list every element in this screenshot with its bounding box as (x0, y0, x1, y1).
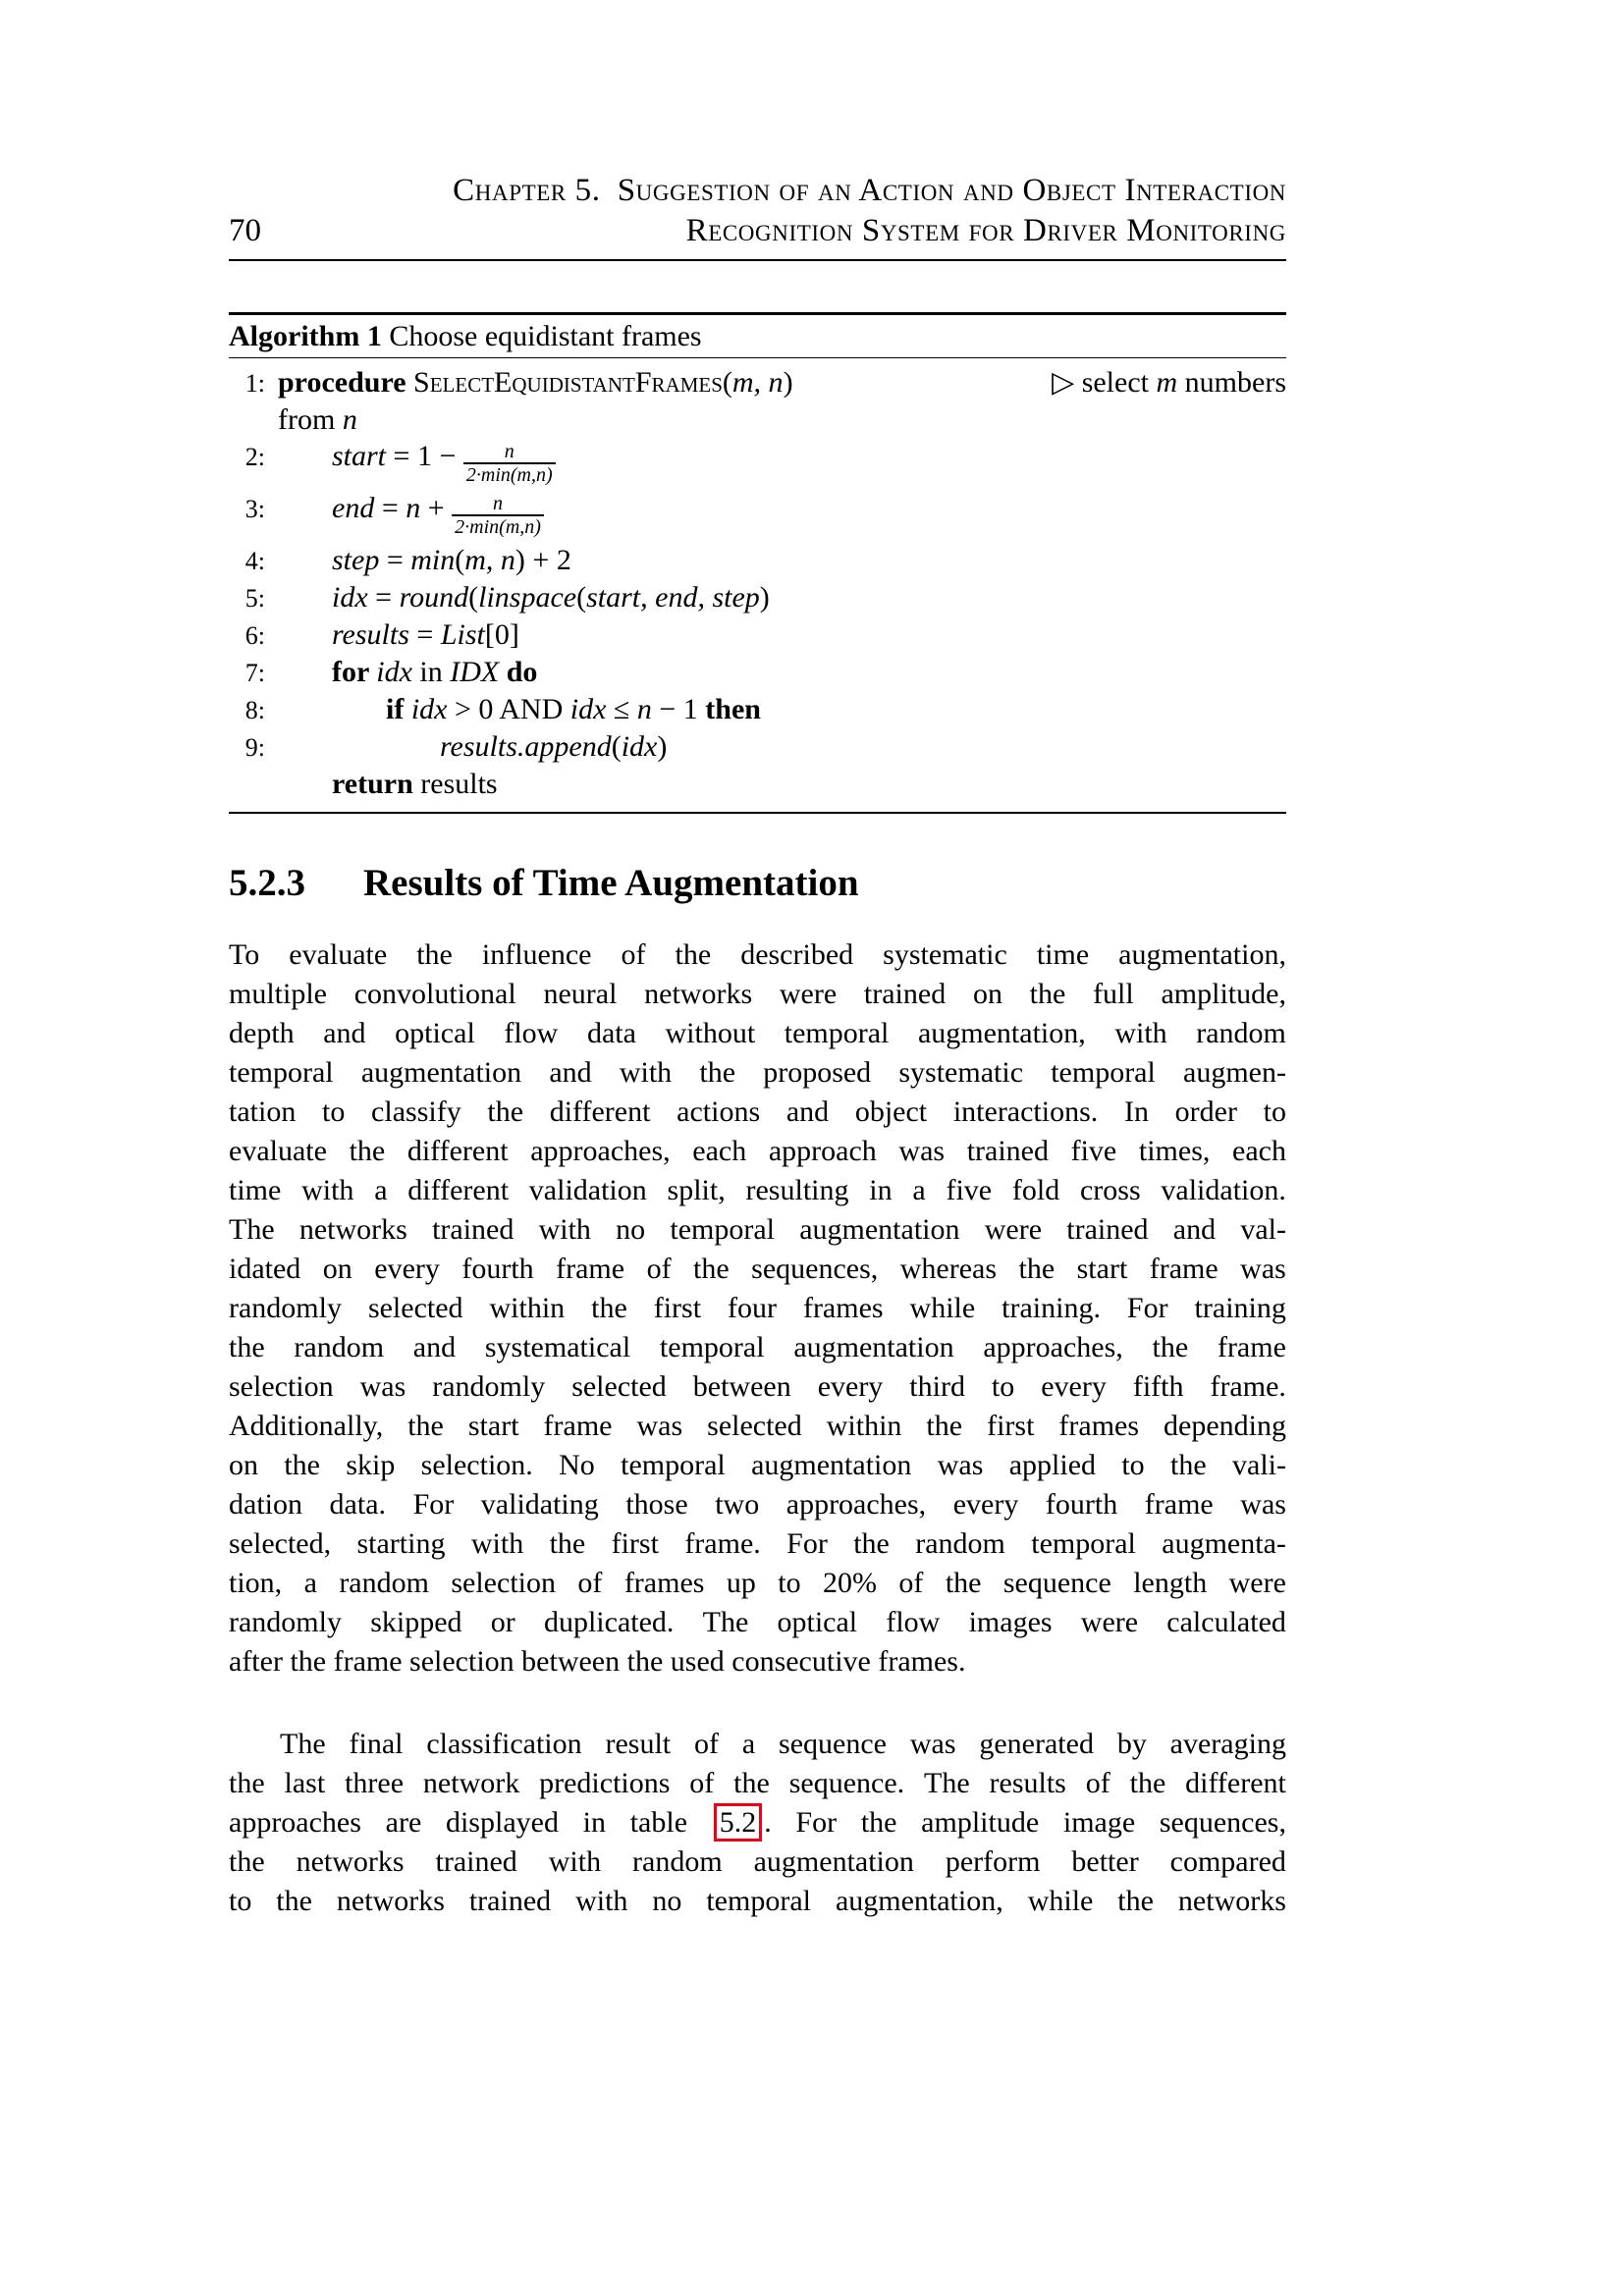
text-line: on the skip selection. No temporal augmentation was applied to the vali- (229, 1449, 1286, 1481)
text-line: evaluate the different approaches, each approach was trained five times, each (229, 1135, 1286, 1167)
page-number: 70 (229, 213, 261, 248)
text-line: time with a different validation split, resulting in a five fold cross validation. (229, 1174, 1286, 1206)
line-number: 4: (244, 547, 265, 575)
algorithm-label: Algorithm 1 (229, 320, 382, 352)
pseudocode-statement: results.append(idx) (440, 730, 668, 763)
header-line-1: Chapter 5. Suggestion of an Action and Object Interaction (453, 173, 1286, 208)
pseudocode-statement: if idx > 0 AND idx ≤ n − 1 then (386, 693, 761, 725)
text-line: selection was randomly selected between every third to every fifth frame. (229, 1370, 1286, 1403)
paragraph-2 (229, 1725, 1286, 1921)
fraction: $\frac{n}{2\cdot\min(m,n)}$ (452, 493, 544, 542)
algorithm-row (229, 579, 1286, 616)
text-line: multiple convolutional neural networks were trained on the full amplitude, (229, 978, 1286, 1010)
text-line: the random and systematical temporal augmentation approaches, the frame (229, 1331, 1286, 1363)
line-number: 6: (244, 621, 265, 650)
section-title: Results of Time Augmentation (363, 862, 859, 904)
line-number: 9: (244, 733, 265, 762)
header-rule (229, 259, 1286, 261)
algorithm-row (229, 401, 1286, 438)
section-heading (229, 861, 859, 905)
text-line: selected, starting with the first frame. For the random temporal augmenta- (229, 1527, 1286, 1560)
text-line: randomly selected within the first four frames while training. For training (229, 1292, 1286, 1324)
algorithm-row (229, 616, 1286, 654)
text-line: after the frame selection between the used consecutive frames. (229, 1645, 966, 1678)
text-line: depth and optical flow data without temporal augmentation, with random (229, 1017, 1286, 1049)
text-line: randomly skipped or duplicated. The optical flow images were calculated (229, 1606, 1286, 1638)
text-line: The final classification result of a sequence was generated by averaging (280, 1728, 1286, 1760)
pseudocode-statement: results = List[0] (332, 618, 519, 651)
text-line: tation to classify the different actions and object interactions. In order to (229, 1095, 1286, 1128)
text-line: dation data. For validating those two approaches, every fourth frame was (229, 1488, 1286, 1521)
text-line: To evaluate the influence of the described systematic time augmentation, (229, 938, 1286, 971)
line-number: 3: (244, 495, 265, 523)
algorithm-row (229, 438, 1286, 490)
algorithm-row (229, 766, 1286, 802)
text-line: to the networks trained with no temporal augmentation, while the networks (229, 1885, 1286, 1917)
text-block (229, 0, 1286, 2296)
algorithm-body (229, 358, 1286, 812)
pseudocode-statement: for idx in IDX do (332, 656, 538, 688)
text-line: tion, a random selection of frames up to 20% of the sequence length were (229, 1567, 1286, 1599)
line-number: 2: (244, 443, 265, 471)
algorithm-row (229, 728, 1286, 766)
text-line: The networks trained with no temporal augmentation were trained and val- (229, 1213, 1286, 1246)
pseudocode-statement: step = min(m, n) + 2 (332, 544, 571, 576)
pseudocode-statement: idx = round(linspace(start, end, step) (332, 581, 770, 614)
algorithm-row (229, 542, 1286, 579)
text-line: the networks trained with random augmentation perform better compared (229, 1845, 1286, 1878)
algorithm-caption (229, 315, 1286, 358)
text-line: temporal augmentation and with the proposed systematic temporal augmen- (229, 1056, 1286, 1089)
text-line: Additionally, the start frame was selected within the first frames depending (229, 1410, 1286, 1442)
algorithm-row (229, 654, 1286, 691)
line-number: 7: (244, 659, 265, 687)
pseudocode-statement: from n (278, 403, 357, 436)
text-line: the last three network predictions of the sequence. The results of the different (229, 1767, 1286, 1799)
page-header (229, 171, 1286, 251)
table-ref-link[interactable]: 5.2 (714, 1803, 763, 1842)
header-line-2: Recognition System for Driver Monitoring (685, 213, 1286, 248)
pseudocode-statement: start = 1 − $\frac{n}{2\cdot\min(m,n)}$ (332, 438, 556, 490)
line-number: 1: (244, 369, 265, 398)
text-line: idated on every fourth frame of the sequences, whereas the start frame was (229, 1253, 1286, 1285)
text-line: approaches are displayed in table 5.2 . For the amplitude image sequences, (229, 1803, 1286, 1842)
algorithm-box (229, 312, 1286, 814)
section-number: 5.2.3 (229, 862, 305, 904)
algorithm-comment: ▷ select m numbers (1052, 366, 1286, 399)
algorithm-row (229, 364, 1286, 401)
algorithm-row (229, 490, 1286, 542)
pseudocode-statement: procedure SelectEquidistantFrames(m, n) (278, 366, 793, 399)
algorithm-title: Choose equidistant frames (389, 320, 702, 352)
pseudocode-statement: end = n + $\frac{n}{2\cdot\min(m,n)}$ (332, 490, 544, 542)
algorithm-row (229, 691, 1286, 728)
line-number: 5: (244, 584, 265, 613)
pseudocode-statement: return results (332, 768, 498, 800)
fraction: $\frac{n}{2\cdot\min(m,n)}$ (463, 441, 556, 490)
paragraph-1 (229, 935, 1286, 1682)
line-number: 8: (244, 696, 265, 724)
